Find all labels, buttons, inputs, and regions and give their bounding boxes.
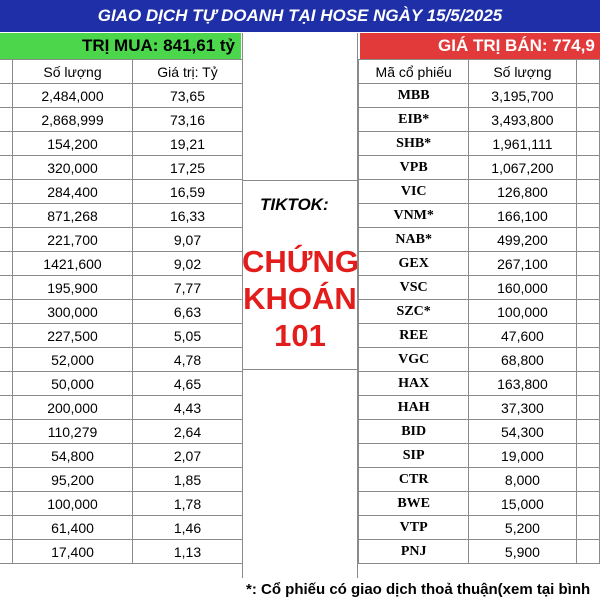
stock-code-cell: VSC <box>359 276 469 300</box>
buy-table <box>0 59 243 564</box>
quantity-cell: 100,000 <box>469 300 576 324</box>
table-row <box>359 276 600 300</box>
promo-brand-line: CHỨNG <box>242 244 359 279</box>
stub-cell <box>0 180 13 204</box>
table-row <box>359 84 600 108</box>
table-row <box>0 492 243 516</box>
quantity-cell: 227,500 <box>13 324 133 348</box>
stock-code-cell: VTP <box>359 516 469 540</box>
table-row <box>0 228 243 252</box>
stub-cell <box>0 492 13 516</box>
value-cell: 16,59 <box>133 180 243 204</box>
stub-cell <box>0 156 13 180</box>
stub-cell <box>576 228 599 252</box>
value-cell: 1,78 <box>133 492 243 516</box>
quantity-cell: 95,200 <box>13 468 133 492</box>
stock-code-cell: GEX <box>359 252 469 276</box>
value-cell: 73,65 <box>133 84 243 108</box>
stub-cell <box>576 492 599 516</box>
quantity-cell: 100,000 <box>13 492 133 516</box>
stub-cell <box>0 516 13 540</box>
stock-code-cell: PNJ <box>359 540 469 564</box>
table-row <box>0 276 243 300</box>
stub-cell <box>576 252 599 276</box>
table-row <box>359 420 600 444</box>
table-row <box>0 300 243 324</box>
table-row <box>0 468 243 492</box>
stub-cell <box>0 396 13 420</box>
stub-cell <box>576 276 599 300</box>
stub-cell <box>576 348 599 372</box>
stub-cell <box>0 84 13 108</box>
table-row <box>359 108 600 132</box>
stock-code-cell: VNM* <box>359 204 469 228</box>
table-row <box>359 492 600 516</box>
quantity-cell: 267,100 <box>469 252 576 276</box>
value-cell: 4,43 <box>133 396 243 420</box>
value-cell: 4,78 <box>133 348 243 372</box>
table-row <box>359 228 600 252</box>
table-row <box>0 420 243 444</box>
stock-code-cell: CTR <box>359 468 469 492</box>
stub-cell <box>0 204 13 228</box>
table-row <box>0 156 243 180</box>
quantity-cell: 61,400 <box>13 516 133 540</box>
table-row <box>359 372 600 396</box>
table-row <box>0 204 243 228</box>
value-cell: 1,46 <box>133 516 243 540</box>
stub-cell <box>0 324 13 348</box>
value-cell: 1,85 <box>133 468 243 492</box>
stock-code-cell: BWE <box>359 492 469 516</box>
quantity-cell: 195,900 <box>13 276 133 300</box>
stock-code-cell: SZC* <box>359 300 469 324</box>
table-row <box>0 180 243 204</box>
stock-code-cell: VGC <box>359 348 469 372</box>
stock-code-cell: REE <box>359 324 469 348</box>
table-row <box>359 324 600 348</box>
stub-cell <box>0 444 13 468</box>
quantity-cell: 54,300 <box>469 420 576 444</box>
stub-cell <box>576 204 599 228</box>
table-row <box>0 108 243 132</box>
sell-total-header: GIÁ TRỊ BÁN: 774,9 <box>360 33 600 59</box>
value-cell: 5,05 <box>133 324 243 348</box>
value-cell: 16,33 <box>133 204 243 228</box>
quantity-cell: 5,900 <box>469 540 576 564</box>
table-row <box>0 540 243 564</box>
buy-total-header: TRỊ MUA: 841,61 tỷ <box>0 33 241 59</box>
stub-cell <box>0 228 13 252</box>
stock-code-cell: EIB* <box>359 108 469 132</box>
quantity-cell: 110,279 <box>13 420 133 444</box>
table-row <box>0 84 243 108</box>
quantity-cell: 320,000 <box>13 156 133 180</box>
value-cell: 1,13 <box>133 540 243 564</box>
table-row <box>0 324 243 348</box>
table-row <box>359 540 600 564</box>
stub-cell <box>0 300 13 324</box>
table-row <box>0 348 243 372</box>
table-row <box>359 300 600 324</box>
table-row <box>0 516 243 540</box>
quantity-cell: 8,000 <box>469 468 576 492</box>
value-cell: 7,77 <box>133 276 243 300</box>
stub-cell <box>0 420 13 444</box>
stub-cell <box>0 540 13 564</box>
quantity-cell: 1,961,111 <box>469 132 576 156</box>
stock-code-cell: NAB* <box>359 228 469 252</box>
stub-cell <box>576 444 599 468</box>
table-row <box>359 156 600 180</box>
stub-cell <box>576 372 599 396</box>
stub-cell <box>576 324 599 348</box>
stub-cell <box>576 516 599 540</box>
footnote: *: Cổ phiếu có giao dịch thoả thuận(xem tại bình <box>246 580 591 598</box>
quantity-cell: 17,400 <box>13 540 133 564</box>
quantity-cell: 2,484,000 <box>13 84 133 108</box>
quantity-cell: 5,200 <box>469 516 576 540</box>
quantity-cell: 52,000 <box>13 348 133 372</box>
stub-cell <box>576 108 599 132</box>
quantity-cell: 200,000 <box>13 396 133 420</box>
quantity-cell: 871,268 <box>13 204 133 228</box>
stub-cell <box>0 252 13 276</box>
value-cell: 9,07 <box>133 228 243 252</box>
quantity-cell: 3,195,700 <box>469 84 576 108</box>
table-row <box>359 516 600 540</box>
table-row <box>0 132 243 156</box>
quantity-cell: 54,800 <box>13 444 133 468</box>
stock-code-cell: HAH <box>359 396 469 420</box>
value-cell: 73,16 <box>133 108 243 132</box>
promo-brand <box>242 243 358 354</box>
column-header: Số lượng <box>469 60 576 84</box>
quantity-cell: 126,800 <box>469 180 576 204</box>
column-header: Số lượng <box>13 60 133 84</box>
column-header: Giá trị: Tỷ <box>133 60 243 84</box>
table-row <box>359 252 600 276</box>
sell-table <box>358 59 600 564</box>
stub-cell <box>0 276 13 300</box>
quantity-cell: 50,000 <box>13 372 133 396</box>
stub-cell <box>576 396 599 420</box>
table-row <box>359 468 600 492</box>
stock-code-cell: SIP <box>359 444 469 468</box>
quantity-cell: 1421,600 <box>13 252 133 276</box>
promo-box <box>242 180 358 370</box>
stock-code-cell: SHB* <box>359 132 469 156</box>
quantity-cell: 37,300 <box>469 396 576 420</box>
quantity-cell: 300,000 <box>13 300 133 324</box>
quantity-cell: 154,200 <box>13 132 133 156</box>
quantity-cell: 15,000 <box>469 492 576 516</box>
page-title: GIAO DỊCH TỰ DOANH TẠI HOSE NGÀY 15/5/2025 <box>0 0 600 32</box>
value-cell: 4,65 <box>133 372 243 396</box>
table-header-row <box>0 60 243 84</box>
stock-code-cell: HAX <box>359 372 469 396</box>
quantity-cell: 3,493,800 <box>469 108 576 132</box>
value-cell: 2,07 <box>133 444 243 468</box>
table-row <box>0 372 243 396</box>
table-row <box>359 132 600 156</box>
quantity-cell: 499,200 <box>469 228 576 252</box>
stock-code-cell: MBB <box>359 84 469 108</box>
stub-cell <box>0 372 13 396</box>
stub-cell <box>576 156 599 180</box>
quantity-cell: 163,800 <box>469 372 576 396</box>
stub-cell <box>0 348 13 372</box>
table-row <box>359 396 600 420</box>
table-row <box>0 444 243 468</box>
quantity-cell: 2,868,999 <box>13 108 133 132</box>
table-header-row <box>359 60 600 84</box>
stock-code-cell: VPB <box>359 156 469 180</box>
quantity-cell: 47,600 <box>469 324 576 348</box>
stub-cell <box>576 420 599 444</box>
quantity-cell: 160,000 <box>469 276 576 300</box>
value-cell: 17,25 <box>133 156 243 180</box>
quantity-cell: 284,400 <box>13 180 133 204</box>
value-cell: 2,64 <box>133 420 243 444</box>
promo-label: TIKTOK: <box>260 195 329 214</box>
stub-cell <box>576 180 599 204</box>
table-row <box>359 204 600 228</box>
stock-code-cell: BID <box>359 420 469 444</box>
stub-cell <box>576 540 599 564</box>
value-cell: 19,21 <box>133 132 243 156</box>
quantity-cell: 68,800 <box>469 348 576 372</box>
stub-cell <box>576 132 599 156</box>
table-row <box>0 252 243 276</box>
promo-brand-line: KHOÁN <box>243 281 357 316</box>
stub-cell <box>0 108 13 132</box>
value-cell: 6,63 <box>133 300 243 324</box>
stub-cell <box>576 84 599 108</box>
table-row <box>359 348 600 372</box>
quantity-cell: 166,100 <box>469 204 576 228</box>
stub-cell <box>576 468 599 492</box>
promo-brand-line: 101 <box>274 318 326 353</box>
stock-code-cell: VIC <box>359 180 469 204</box>
table-row <box>359 180 600 204</box>
stub-cell <box>0 60 13 84</box>
quantity-cell: 221,700 <box>13 228 133 252</box>
column-header: Mã cổ phiếu <box>359 60 469 84</box>
stub-cell <box>576 60 599 84</box>
table-row <box>359 444 600 468</box>
quantity-cell: 19,000 <box>469 444 576 468</box>
value-cell: 9,02 <box>133 252 243 276</box>
stub-cell <box>0 132 13 156</box>
table-row <box>0 396 243 420</box>
quantity-cell: 1,067,200 <box>469 156 576 180</box>
stub-cell <box>0 468 13 492</box>
stub-cell <box>576 300 599 324</box>
